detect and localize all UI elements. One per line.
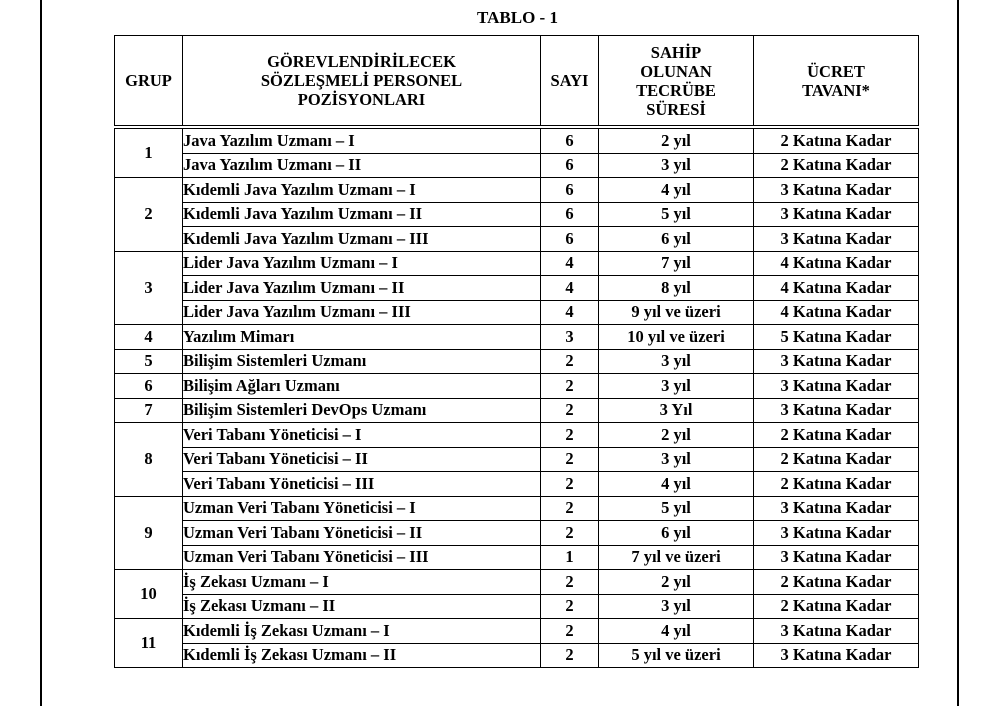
table-row: [115, 374, 919, 399]
cell-grup: 6: [115, 374, 183, 399]
cell-tecrube: 2 yıl: [599, 570, 754, 595]
cell-pozisyon: Kıdemli Java Yazılım Uzmanı – III: [183, 227, 541, 252]
table-row: [115, 276, 919, 301]
cell-pozisyon: Bilişim Sistemleri Uzmanı: [183, 349, 541, 374]
cell-pozisyon: İş Zekası Uzmanı – I: [183, 570, 541, 595]
personnel-table: [114, 35, 919, 668]
cell-sayi: 2: [541, 496, 599, 521]
table-row: [115, 570, 919, 595]
cell-ucret: 4 Katına Kadar: [754, 276, 919, 301]
table-row: [115, 153, 919, 178]
header-row: [115, 36, 919, 128]
cell-sayi: 2: [541, 349, 599, 374]
table-row: [115, 227, 919, 252]
cell-ucret: 3 Katına Kadar: [754, 619, 919, 644]
cell-pozisyon: Java Yazılım Uzmanı – I: [183, 127, 541, 153]
table-row: [115, 619, 919, 644]
cell-tecrube: 5 yıl: [599, 496, 754, 521]
cell-pozisyon: Lider Java Yazılım Uzmanı – III: [183, 300, 541, 325]
cell-sayi: 2: [541, 643, 599, 668]
cell-sayi: 4: [541, 251, 599, 276]
cell-ucret: 3 Katına Kadar: [754, 496, 919, 521]
cell-tecrube: 5 yıl: [599, 202, 754, 227]
cell-tecrube: 6 yıl: [599, 521, 754, 546]
cell-pozisyon: Java Yazılım Uzmanı – II: [183, 153, 541, 178]
cell-ucret: 3 Katına Kadar: [754, 178, 919, 203]
cell-sayi: 4: [541, 276, 599, 301]
table-row: [115, 521, 919, 546]
cell-pozisyon: Lider Java Yazılım Uzmanı – II: [183, 276, 541, 301]
table-row: [115, 423, 919, 448]
cell-pozisyon: Veri Tabanı Yöneticisi – I: [183, 423, 541, 448]
table-row: [115, 251, 919, 276]
cell-pozisyon: Uzman Veri Tabanı Yöneticisi – III: [183, 545, 541, 570]
table-row: [115, 398, 919, 423]
table-title: TABLO - 1: [477, 8, 558, 27]
cell-sayi: 6: [541, 227, 599, 252]
table-row: [115, 202, 919, 227]
table-row: [115, 643, 919, 668]
cell-tecrube: 3 yıl: [599, 594, 754, 619]
cell-ucret: 4 Katına Kadar: [754, 300, 919, 325]
cell-ucret: 2 Katına Kadar: [754, 127, 919, 153]
cell-tecrube: 9 yıl ve üzeri: [599, 300, 754, 325]
cell-ucret: 2 Katına Kadar: [754, 423, 919, 448]
cell-sayi: 6: [541, 127, 599, 153]
cell-pozisyon: Yazılım Mimarı: [183, 325, 541, 350]
cell-pozisyon: Uzman Veri Tabanı Yöneticisi – I: [183, 496, 541, 521]
cell-ucret: 2 Katına Kadar: [754, 447, 919, 472]
table-row: [115, 447, 919, 472]
table-row: [115, 594, 919, 619]
cell-pozisyon: Lider Java Yazılım Uzmanı – I: [183, 251, 541, 276]
cell-tecrube: 3 yıl: [599, 349, 754, 374]
cell-tecrube: 4 yıl: [599, 178, 754, 203]
cell-tecrube: 7 yıl ve üzeri: [599, 545, 754, 570]
cell-sayi: 2: [541, 594, 599, 619]
cell-sayi: 6: [541, 178, 599, 203]
cell-pozisyon: Veri Tabanı Yöneticisi – III: [183, 472, 541, 497]
cell-sayi: 4: [541, 300, 599, 325]
cell-tecrube: 4 yıl: [599, 472, 754, 497]
table-row: [115, 300, 919, 325]
header-grup: GRUP: [115, 36, 183, 128]
cell-sayi: 1: [541, 545, 599, 570]
cell-tecrube: 7 yıl: [599, 251, 754, 276]
cell-tecrube: 3 yıl: [599, 153, 754, 178]
cell-grup: 10: [115, 570, 183, 619]
cell-tecrube: 3 yıl: [599, 447, 754, 472]
table-row: [115, 545, 919, 570]
cell-tecrube: 3 yıl: [599, 374, 754, 399]
table-row: [115, 496, 919, 521]
table-row: [115, 349, 919, 374]
cell-pozisyon: Bilişim Ağları Uzmanı: [183, 374, 541, 399]
cell-grup: 7: [115, 398, 183, 423]
page-border-left: [40, 0, 42, 706]
cell-tecrube: 6 yıl: [599, 227, 754, 252]
cell-sayi: 2: [541, 521, 599, 546]
table-body: [115, 127, 919, 668]
table-row: [115, 472, 919, 497]
header-sayi: SAYI: [541, 36, 599, 128]
cell-sayi: 2: [541, 472, 599, 497]
cell-tecrube: 3 Yıl: [599, 398, 754, 423]
cell-ucret: 3 Katına Kadar: [754, 202, 919, 227]
page-border-right: [957, 0, 959, 706]
cell-ucret: 3 Katına Kadar: [754, 227, 919, 252]
cell-ucret: 2 Katına Kadar: [754, 472, 919, 497]
cell-sayi: 6: [541, 202, 599, 227]
cell-sayi: 2: [541, 374, 599, 399]
cell-grup: 1: [115, 127, 183, 178]
cell-pozisyon: Kıdemli İş Zekası Uzmanı – I: [183, 619, 541, 644]
cell-grup: 4: [115, 325, 183, 350]
header-ucret: ÜCRET TAVANI*: [754, 36, 919, 128]
header-pozisyon: GÖREVLENDİRİLECEK SÖZLEŞMELİ PERSONEL POZİSYONLARI: [183, 36, 541, 128]
cell-pozisyon: Uzman Veri Tabanı Yöneticisi – II: [183, 521, 541, 546]
cell-sayi: 2: [541, 570, 599, 595]
header-tecrube: SAHİP OLUNAN TECRÜBE SÜRESİ: [599, 36, 754, 128]
cell-sayi: 6: [541, 153, 599, 178]
table-row: [115, 127, 919, 153]
table-row: [115, 325, 919, 350]
cell-ucret: 2 Katına Kadar: [754, 570, 919, 595]
cell-sayi: 3: [541, 325, 599, 350]
cell-ucret: 4 Katına Kadar: [754, 251, 919, 276]
cell-pozisyon: Bilişim Sistemleri DevOps Uzmanı: [183, 398, 541, 423]
cell-tecrube: 8 yıl: [599, 276, 754, 301]
cell-pozisyon: Veri Tabanı Yöneticisi – II: [183, 447, 541, 472]
cell-ucret: 3 Katına Kadar: [754, 643, 919, 668]
cell-sayi: 2: [541, 447, 599, 472]
cell-ucret: 3 Katına Kadar: [754, 374, 919, 399]
cell-sayi: 2: [541, 423, 599, 448]
cell-grup: 11: [115, 619, 183, 668]
cell-grup: 9: [115, 496, 183, 570]
cell-pozisyon: Kıdemli İş Zekası Uzmanı – II: [183, 643, 541, 668]
cell-tecrube: 2 yıl: [599, 423, 754, 448]
cell-ucret: 5 Katına Kadar: [754, 325, 919, 350]
cell-tecrube: 5 yıl ve üzeri: [599, 643, 754, 668]
cell-grup: 5: [115, 349, 183, 374]
cell-sayi: 2: [541, 398, 599, 423]
cell-tecrube: 2 yıl: [599, 127, 754, 153]
cell-ucret: 3 Katına Kadar: [754, 349, 919, 374]
cell-pozisyon: Kıdemli Java Yazılım Uzmanı – I: [183, 178, 541, 203]
cell-ucret: 2 Katına Kadar: [754, 153, 919, 178]
cell-grup: 3: [115, 251, 183, 325]
cell-pozisyon: İş Zekası Uzmanı – II: [183, 594, 541, 619]
cell-ucret: 3 Katına Kadar: [754, 521, 919, 546]
cell-grup: 8: [115, 423, 183, 497]
table-row: [115, 178, 919, 203]
cell-grup: 2: [115, 178, 183, 252]
cell-pozisyon: Kıdemli Java Yazılım Uzmanı – II: [183, 202, 541, 227]
cell-ucret: 2 Katına Kadar: [754, 594, 919, 619]
cell-ucret: 3 Katına Kadar: [754, 545, 919, 570]
cell-tecrube: 10 yıl ve üzeri: [599, 325, 754, 350]
cell-sayi: 2: [541, 619, 599, 644]
cell-ucret: 3 Katına Kadar: [754, 398, 919, 423]
cell-tecrube: 4 yıl: [599, 619, 754, 644]
